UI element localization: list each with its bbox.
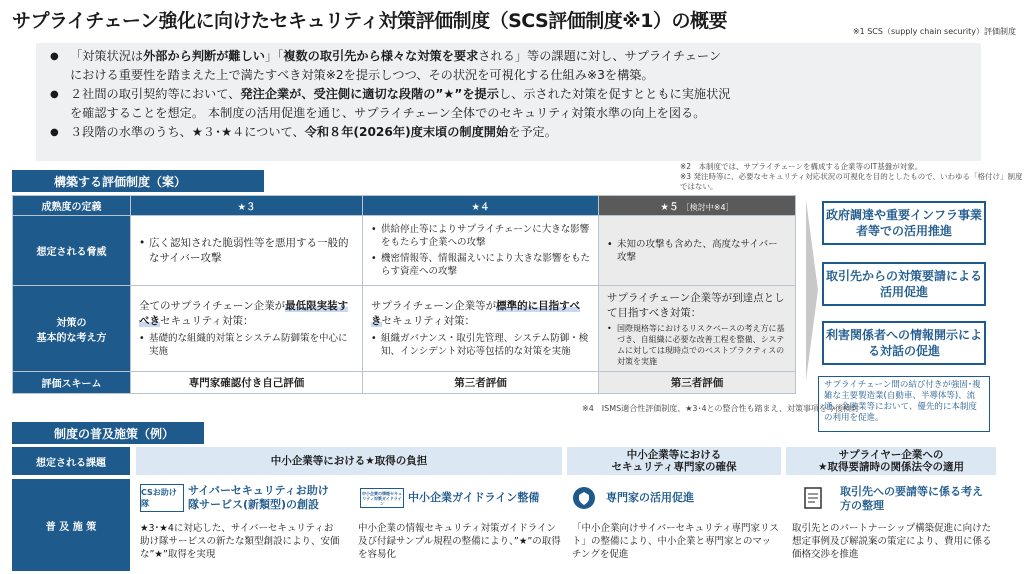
approach-star4: サプライチェーン企業等が標準的に目指すべきセキュリティ対策： • 組織ガバナンス・取引先管理、システム防御・検知、インシデント対応等包括的な対策を実施: [363, 286, 599, 372]
measure-request-desc: 取引先とのパートナーシップ構築促進に向けた想定事例及び解説案の策定により、費用に係る価格交渉を推進: [792, 523, 992, 560]
overview-bullets: [36, 43, 981, 161]
priority-note: サプライチェーン間の結び付きが強固･複雑な主要製造業(自動車、半導体等)、流通、金融業等において、優先的に本制度の利用を促進。: [818, 376, 990, 432]
issue-legal: サプライヤー企業への ★取得要請時の関係法令の適用: [786, 447, 996, 475]
row-header-threat: 想定される脅威: [13, 216, 131, 286]
measure-experts-desc: 「中小企業向けサイバーセキュリティ専門家リスト」の整備により、中小企業と専門家とのマッチングを促進: [572, 523, 779, 560]
expert-badge-icon: [572, 486, 596, 510]
scheme-star4: 第三者評価: [363, 372, 599, 394]
label-issues: 想定される課題: [12, 447, 130, 475]
col-star4: ★４: [363, 196, 599, 216]
row-header-scheme: 評価スキーム: [13, 372, 131, 394]
measure-request-title: 取引先への要請等に係る考え方の整理: [840, 485, 983, 512]
row-header-approach: 対策の 基本的な考え方: [13, 286, 131, 372]
footnote-2-3: ※2 本制度では、サプライチェーンを構成する企業等のIT基盤が対象。 ※3 発注時等に、必要なセキュリティ対応状況の可視化を目的としたもので、いわゆる「格付け」制度ではない。: [680, 162, 1023, 191]
guideline-book-icon: 中小企業の情報セキュリティ対策ガイドライン: [360, 488, 404, 508]
row-header-maturity: 成熟度の定義: [13, 196, 131, 216]
measure-otasuketai-title: サイバーセキュリティお助け隊サービス(新類型)の創設: [188, 484, 329, 511]
bullet-1: ● 「対策状況は外部から判断が難しい」「複数の取引先から様々な対策を要求される」等の課題に対し、サプライチェーン における重要性を踏まえた上で満たすべき対策※2を提示しつつ、その状況を可視化する仕組み※3を構築。: [56, 47, 971, 85]
section-evaluation-header: 構築する評価制度（案）: [12, 170, 264, 192]
footnote-4: ※4 ISMS適合性評価制度、★3･4との整合性も踏まえ、対策事項を今後検討: [582, 404, 860, 413]
approach-star5: サプライチェーン企業等が到達点として目指すべき対策： • 国際規格等におけるリスクベースの考え方に基づき、自組織に必要な改善工程を整備、システムに対しては現時点でのベストプラクティスの対策を実施: [599, 286, 796, 372]
measure-guideline-desc: 中小企業の情報セキュリティ対策ガイドライン及び付録サンプル規程の整備により、”★”の取得を容易化: [358, 523, 561, 560]
measure-experts-title: 専門家の活用促進: [606, 491, 694, 504]
approach-star3: 全てのサプライチェーン企業が最低限実装すべきセキュリティ対策： • 基礎的な組織的対策とシステム防御策を中心に実施: [131, 286, 363, 372]
measure-otasuketai-desc: ★3･★4に対応した、サイバーセキュリティお助け隊サービスの新たな類型創設により、安価な”★”取得を実現: [140, 523, 340, 560]
issue-burden: 中小企業等における★取得の負担: [136, 447, 562, 475]
document-icon: [800, 486, 826, 512]
scheme-star3: 専門家確認付き自己評価: [131, 372, 363, 394]
col-star5: ★５ ［検討中※4］: [599, 196, 796, 216]
usage-box-disclosure: 利害関係者への情報開示による対話の促進: [822, 321, 986, 365]
otasuketai-logo-icon: CSお助け隊: [140, 484, 184, 512]
scheme-star5: 第三者評価: [599, 372, 796, 394]
arrow-right: [806, 200, 818, 380]
usage-box-procurement: 政府調達や重要インフラ事業者等での活用推進: [822, 201, 986, 245]
evaluation-table: [12, 195, 796, 394]
threat-star3: • 広く認知された脆弱性等を悪用する一般的なサイバー攻撃: [131, 216, 363, 286]
section-promotion-header: 制度の普及施策（例）: [12, 422, 204, 444]
usage-box-supplier-request: 取引先からの対策要請による活用促進: [822, 262, 986, 306]
threat-star4: • 供給停止等によりサプライチェーンに大きな影響をもたらす企業への攻撃 • 機密情報等、情報漏えいにより大きな影響をもたらす資産への攻撃: [363, 216, 599, 286]
issue-experts: 中小企業等における セキュリティ専門家の確保: [567, 447, 781, 475]
measure-guideline-title: 中小企業ガイドライン整備: [408, 491, 540, 504]
footnote-1: ※1 SCS（supply chain security）評価制度: [852, 27, 1016, 36]
label-measures: 普 及 施 策: [12, 479, 130, 571]
threat-star5: • 未知の攻撃も含めた、高度なサイバー攻撃: [599, 216, 796, 286]
page-title: サプライチェーン強化に向けたセキュリティ対策評価制度（SCS評価制度※1）の概要: [12, 10, 727, 32]
col-star3: ★３: [131, 196, 363, 216]
bullet-3: ● ３段階の水準のうち、★３･★４について、令和８年(2026年)度末頃の制度開始を予定。: [56, 123, 971, 142]
bullet-2: ● ２社間の取引契約等において、発注企業が、受注側に適切な段階の”★”を提示し、示された対策を促すとともに実施状況 を確認することを想定。 本制度の活用促進を通じ、サプライチェーン全体でのセキュリティ対策水準の向上を図る。: [56, 85, 971, 123]
